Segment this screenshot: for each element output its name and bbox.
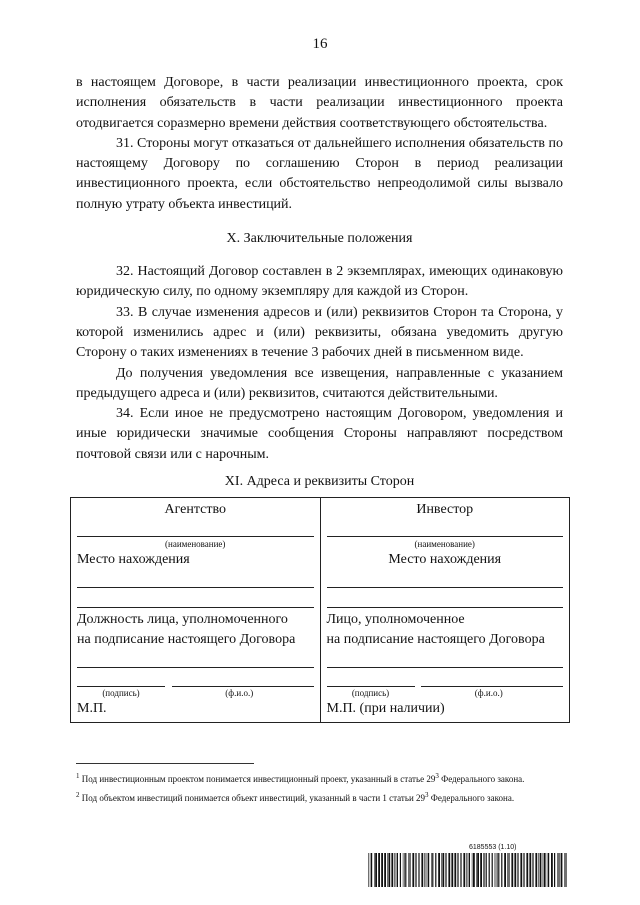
investor-location-line-1: [327, 570, 564, 588]
agency-location-line-1: [77, 570, 314, 588]
footnote-2-sup: 3: [425, 790, 429, 799]
investor-heading: Инвестор: [416, 502, 474, 518]
footnote-1: [76, 770, 566, 787]
paragraph-33: 33. В случае изменения адресов и (или) реквизитов Сторон та Сторона, у которой изменились адрес и (или) реквизиты, обязана уведомить другую Сторону о таких изменениях в течение 3 рабочих дней в письменном виде.: [76, 304, 563, 361]
investor-name-caption: (наименование): [414, 539, 475, 550]
investor-position-label-1: Лицо, уполномоченное: [326, 612, 465, 628]
investor-signature-captions: [327, 687, 564, 699]
footnote-1-mark: 1: [76, 772, 80, 780]
footnote-1-text: Под инвестиционным проектом понимается инвестиционный проект, указанный в статье 29: [81, 774, 436, 784]
agency-signature-row: [77, 674, 314, 687]
investor-signature-line: [327, 674, 415, 687]
investor-signature-caption: (подпись): [351, 688, 390, 699]
paragraph-31: 31. Стороны могут отказаться от дальнейшего исполнения обязательств по настоящему Договору по соглашению Сторон в период реализации инвестиционного проекта, если обстоятельство непреодолимой силы вызвало полную утрату объекта инвестиций.: [76, 135, 563, 212]
footnote-1-sup: 3: [435, 772, 439, 780]
agency-name-line: [77, 519, 314, 537]
agency-heading: Агентство: [164, 502, 226, 518]
agency-fio-caption: (ф.и.о.): [225, 688, 254, 699]
section-xi-title: XI. Адреса и реквизиты Сторон: [224, 474, 415, 490]
footnote-2: [76, 789, 566, 806]
investor-stamp: М.П. (при наличии): [326, 701, 445, 717]
barcode-image: [368, 853, 568, 887]
document-code: 6185553 (1.10): [469, 844, 517, 851]
investor-location-label: Место нахождения: [388, 552, 502, 568]
footnote-1-tail: Федерального закона.: [438, 774, 525, 784]
requisites-table: [70, 497, 570, 723]
investor-signature-row: [327, 674, 564, 687]
agency-position-line: [77, 650, 314, 668]
page-number: 16: [312, 36, 328, 52]
investor-column: [320, 498, 570, 723]
paragraph-32: 32. Настоящий Договор составлен в 2 экземплярах, имеющих одинаковую юридическую силу, по одному экземпляру для каждой из Сторон.: [76, 264, 563, 300]
agency-location-line-2: [77, 590, 314, 608]
footnote-separator: [76, 763, 254, 764]
agency-column: [71, 498, 321, 723]
agency-signature-captions: [77, 687, 314, 699]
investor-fio-caption: (ф.и.о.): [474, 688, 503, 699]
paragraph-notice: До получения уведомления все извещения, направленные с указанием предыдущего адреса и (или) реквизитов, считаются действительными.: [76, 365, 563, 401]
agency-position-label-2: на подписание настоящего Договора: [77, 632, 296, 648]
investor-location-line-2: [327, 590, 564, 608]
paragraph-34: 34. Если иное не предусмотрено настоящим Договором, уведомления и иные юридически значимые сообщения Стороны направляют посредством почтовой связи или с нарочным.: [76, 406, 563, 462]
investor-position-line: [327, 650, 564, 668]
paragraph-continued: в настоящем Договоре, в части реализации инвестиционного проекта, срок исполнения обязательств в части реализации инвестиционного проекта отодвигается соразмерно времени действия соответствующего обстоятельства.: [76, 75, 563, 131]
footnote-2-mark: 2: [76, 790, 80, 799]
agency-fio-line: [172, 674, 314, 687]
document-body: [76, 73, 563, 723]
investor-fio-line: [421, 674, 563, 687]
investor-name-line: [327, 519, 564, 537]
agency-position-label-1: Должность лица, уполномоченного: [77, 612, 288, 628]
investor-position-label-2: на подписание настоящего Договора: [326, 632, 545, 648]
agency-name-caption: (наименование): [165, 539, 226, 550]
footnote-2-tail: Федерального закона.: [428, 792, 515, 803]
agency-stamp: М.П.: [77, 701, 107, 717]
agency-signature-caption: (подпись): [102, 688, 140, 699]
footnote-2-text: Под объектом инвестиций понимается объект инвестиций, указанный в части 1 статьи 29: [81, 792, 426, 803]
agency-location-label: Место нахождения: [77, 552, 190, 568]
agency-signature-line: [77, 674, 165, 687]
section-x-title: X. Заключительные положения: [226, 231, 413, 247]
footnotes: [76, 770, 566, 807]
